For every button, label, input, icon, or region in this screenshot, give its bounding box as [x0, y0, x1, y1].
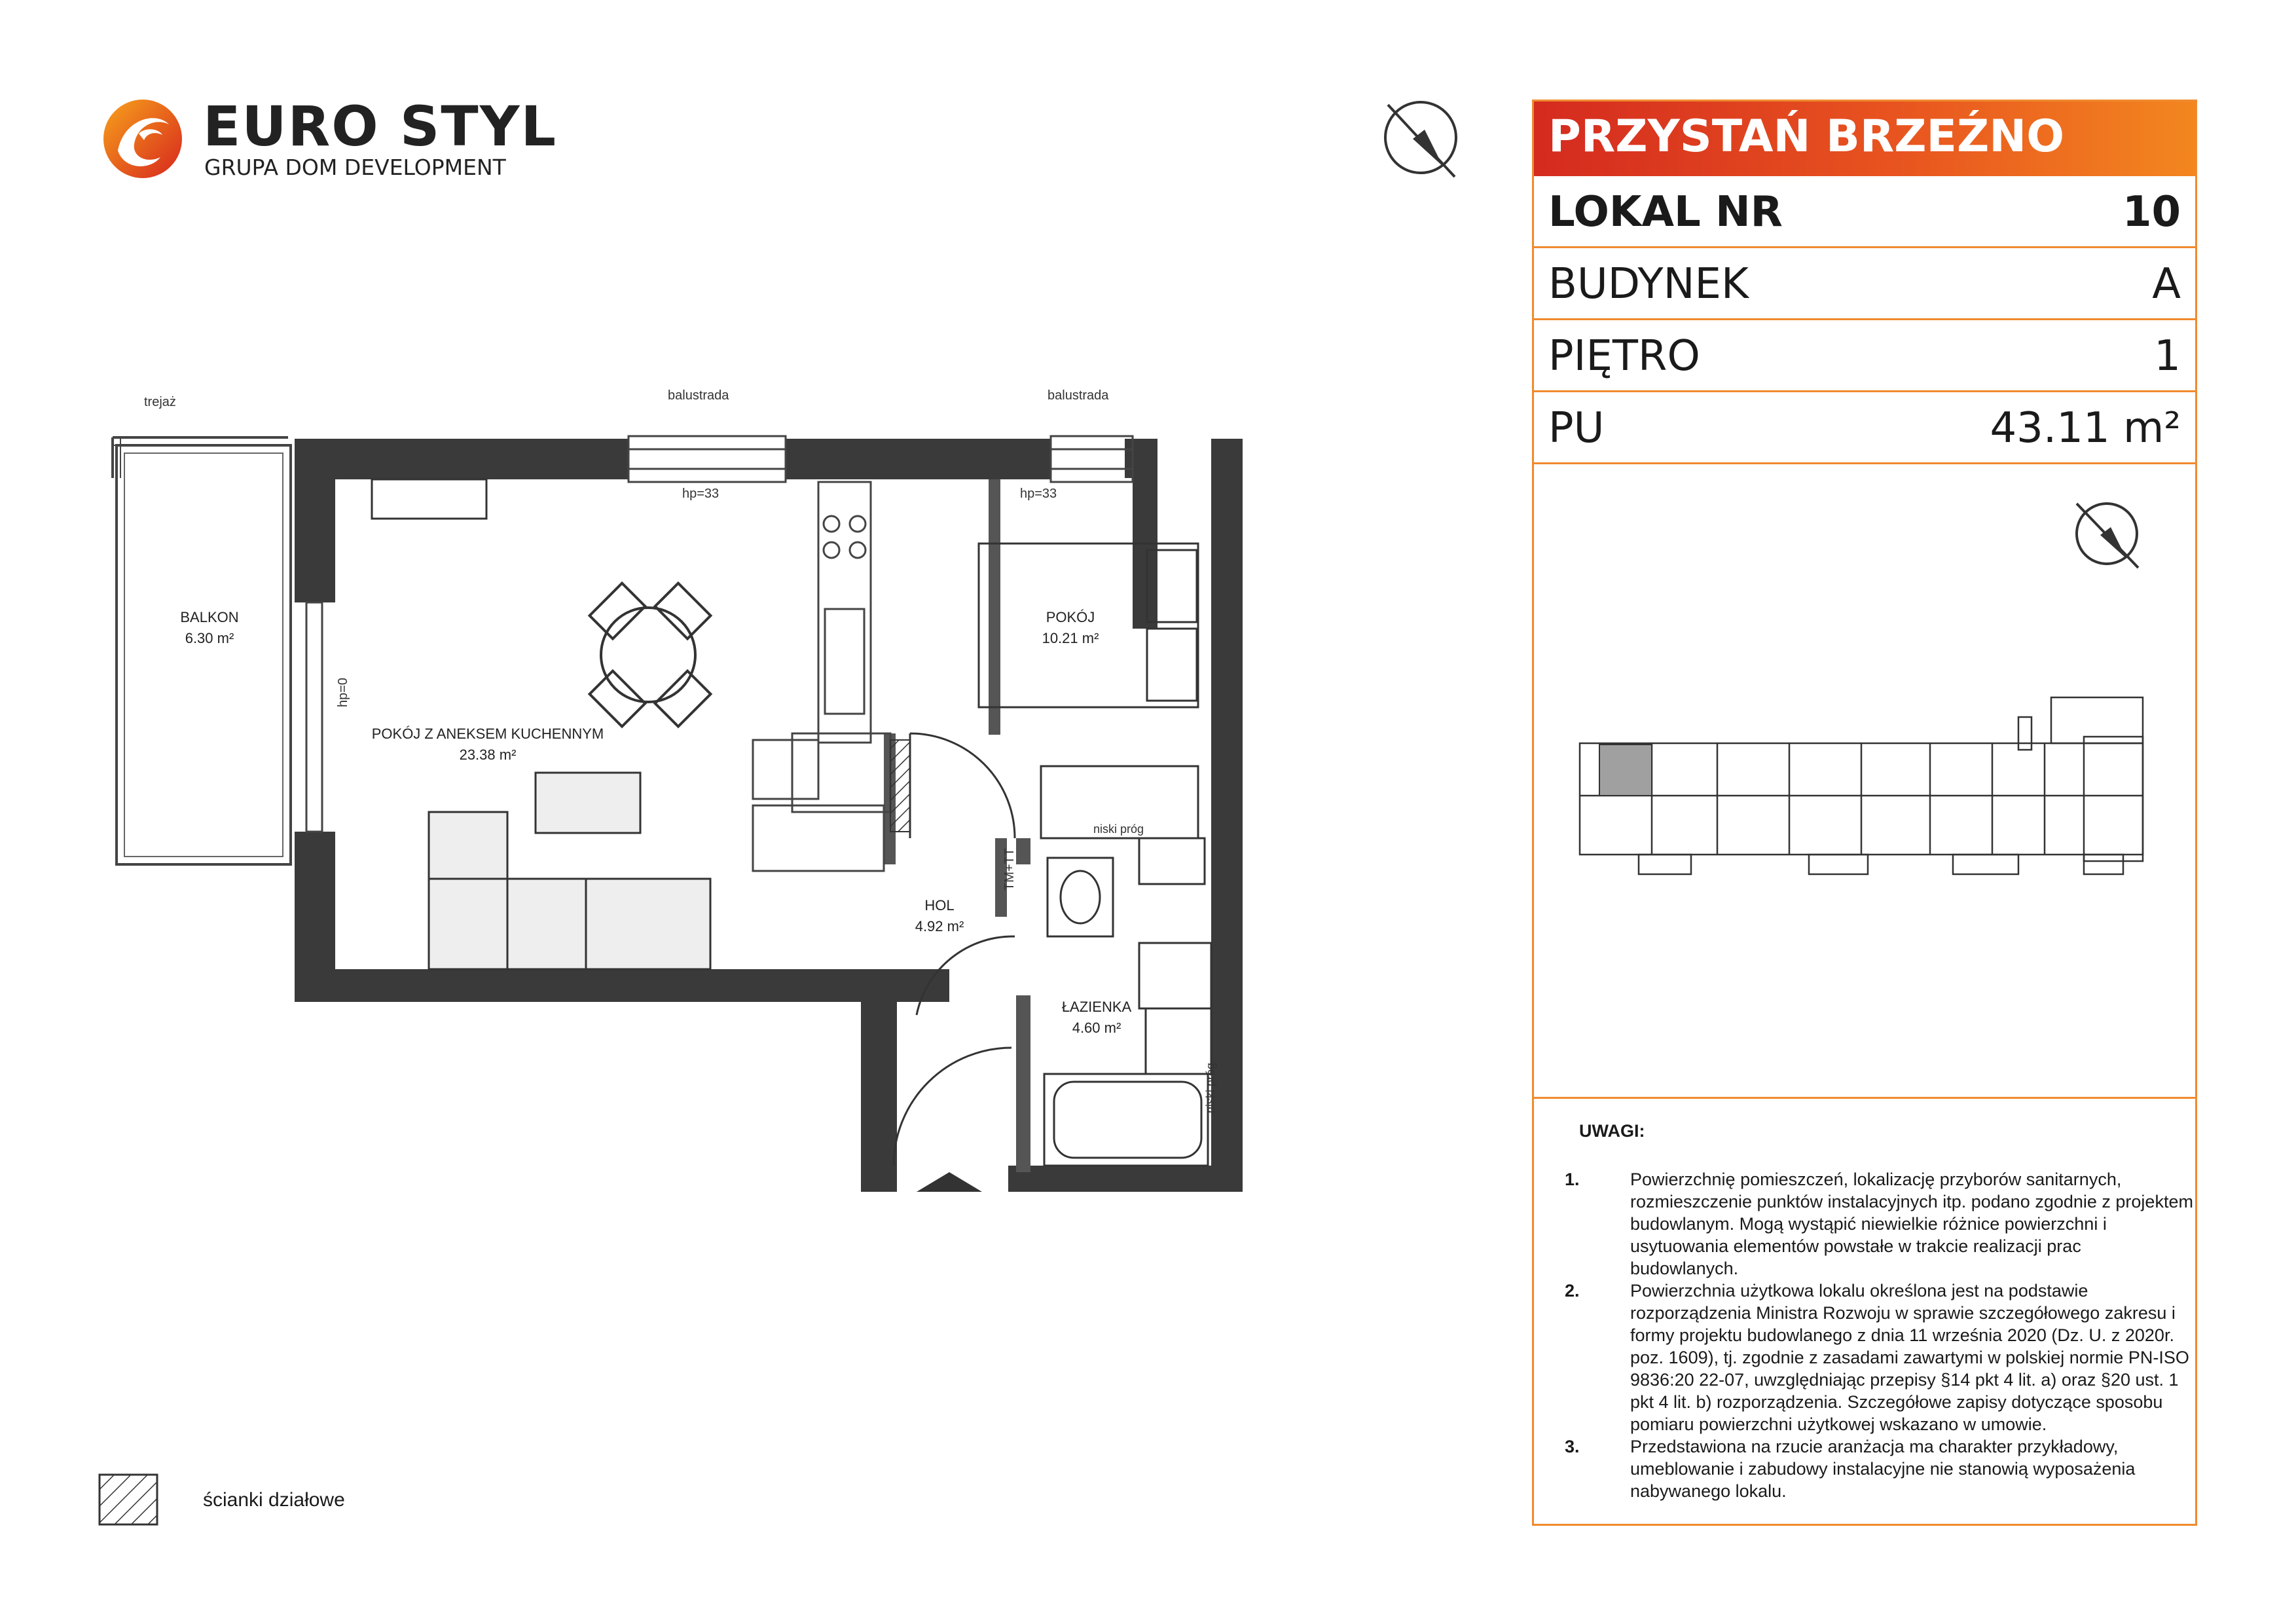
room-area-pokoj: 10.21 m²: [1042, 630, 1099, 646]
label-niski-prog: niski próg: [1093, 822, 1144, 836]
info-label: PIĘTRO: [1548, 332, 1700, 380]
info-label: PU: [1548, 404, 1605, 452]
room-name-pokoj-aneks: POKÓJ Z ANEKSEM KUCHENNYM: [371, 726, 604, 742]
legend: [98, 1473, 426, 1526]
legend-label: ścianki działowe: [203, 1489, 345, 1511]
note-text: Przedstawiona na rzucie aranżacja ma charakter przykładowy, umeblowanie i zabudowy instalacyjne nie stanowią wyposażenia nabywanego lokalu.: [1630, 1437, 2136, 1501]
label-hp-0: hp=0: [336, 677, 350, 707]
label-trejaz: trejaż: [144, 395, 176, 409]
note-item: [1565, 1280, 2193, 1435]
room-name-hol: HOL: [924, 897, 955, 913]
panel-divider: [1534, 1097, 2195, 1099]
room-name-pokoj: POKÓJ: [1046, 609, 1095, 625]
room-area-pokoj-aneks: 23.38 m²: [459, 747, 517, 763]
logo-brand-name: EURO STYL: [203, 94, 558, 158]
notes-title: UWAGI:: [1579, 1121, 1645, 1141]
note-item: [1565, 1435, 2193, 1502]
label-hp-2: hp=33: [1020, 487, 1057, 501]
label-niski-prog-2: niski próg: [1204, 1062, 1217, 1113]
doors: [894, 733, 1015, 1166]
coffee-table: [536, 773, 640, 833]
notes: [1565, 1120, 2193, 1502]
note-item: [1565, 1168, 2193, 1280]
entrance-arrow: [917, 1172, 982, 1192]
info-row-budynek: [1534, 248, 2195, 320]
note-number: 3.: [1565, 1437, 1580, 1456]
label-balustrada-1: balustrada: [668, 388, 729, 403]
label-hp-1: hp=33: [682, 487, 720, 501]
note-text: Powierzchnia użytkowa lokalu określona jest na podstawie rozporządzenia Ministra Rozwoju w sprawie szczegółowego zakresu i formy projektu budowlanego z dnia 11 września 2020 (Dz. U. z 2020r. poz. 1609), tj. zgodnie z zasadami zawartymi w polskiej normie PN-ISO 9836:20 22-07, uwzględniając przepisy §14 pkt 4 lit. a) oraz §20 ust. 1 pkt 4 lit. b) rozporządzenia. Szczegółowe zapisy dotyczące sposobu pomiaru powierzchni użytkowej wskazano w umowie.: [1630, 1281, 2189, 1434]
kitchen-counter: [753, 482, 890, 871]
note-number: 1.: [1565, 1170, 1580, 1189]
info-label: LOKAL NR: [1548, 188, 1783, 236]
info-value: 43.11 m²: [1990, 404, 2181, 452]
window-right: [1051, 436, 1133, 482]
label-tm-tt: TM+TT: [1002, 848, 1017, 891]
highlighted-unit: [1599, 745, 1652, 796]
info-row-lokal: [1534, 176, 2195, 248]
info-row-pietro: [1534, 320, 2195, 392]
balcony: [113, 437, 291, 864]
bed: [979, 544, 1198, 707]
project-header: [1534, 101, 2195, 176]
info-value: 10: [2122, 188, 2181, 236]
room-name-lazienka: ŁAZIENKA: [1061, 999, 1132, 1015]
hatch-swatch-icon: [98, 1473, 158, 1526]
label-balustrada-2: balustrada: [1048, 388, 1109, 403]
info-row-pu: [1534, 392, 2195, 464]
partition-wall-hatch: [890, 740, 910, 832]
room-area-hol: 4.92 m²: [915, 918, 964, 934]
tv-stand: [372, 479, 486, 519]
dining-table: [590, 583, 711, 727]
room-area-lazienka: 4.60 m²: [1072, 1020, 1121, 1036]
room-name-balkon: BALKON: [180, 609, 239, 625]
balcony-door: [306, 602, 322, 832]
window-left: [629, 436, 786, 482]
note-text: Powierzchnię pomieszczeń, lokalizację przyborów sanitarnych, rozmieszczenie punktów instalacyjnych itp. podano zgodnie z projektem budowlanym. Mogą wystąpić niewielkie różnice powierzchni i usytuowania elementów powstałe w trakcie realizacji prac budowlanych.: [1630, 1170, 2193, 1278]
info-label: BUDYNEK: [1548, 260, 1749, 308]
info-value: A: [2152, 260, 2181, 308]
sofa: [429, 812, 710, 969]
logo: [98, 92, 558, 183]
north-arrow-small-icon: [2068, 494, 2146, 573]
floor-plan: [98, 386, 1264, 1192]
north-arrow-icon: [1375, 92, 1467, 183]
room-area-balkon: 6.30 m²: [185, 630, 234, 646]
note-number: 2.: [1565, 1281, 1580, 1301]
building-key-plan: [1573, 691, 2156, 900]
logo-flame-icon: [98, 92, 190, 183]
project-name: PRZYSTAŃ BRZEŹNO: [1548, 111, 2065, 162]
logo-group-name: GRUPA DOM DEVELOPMENT: [204, 155, 506, 180]
info-value: 1: [2154, 332, 2181, 380]
